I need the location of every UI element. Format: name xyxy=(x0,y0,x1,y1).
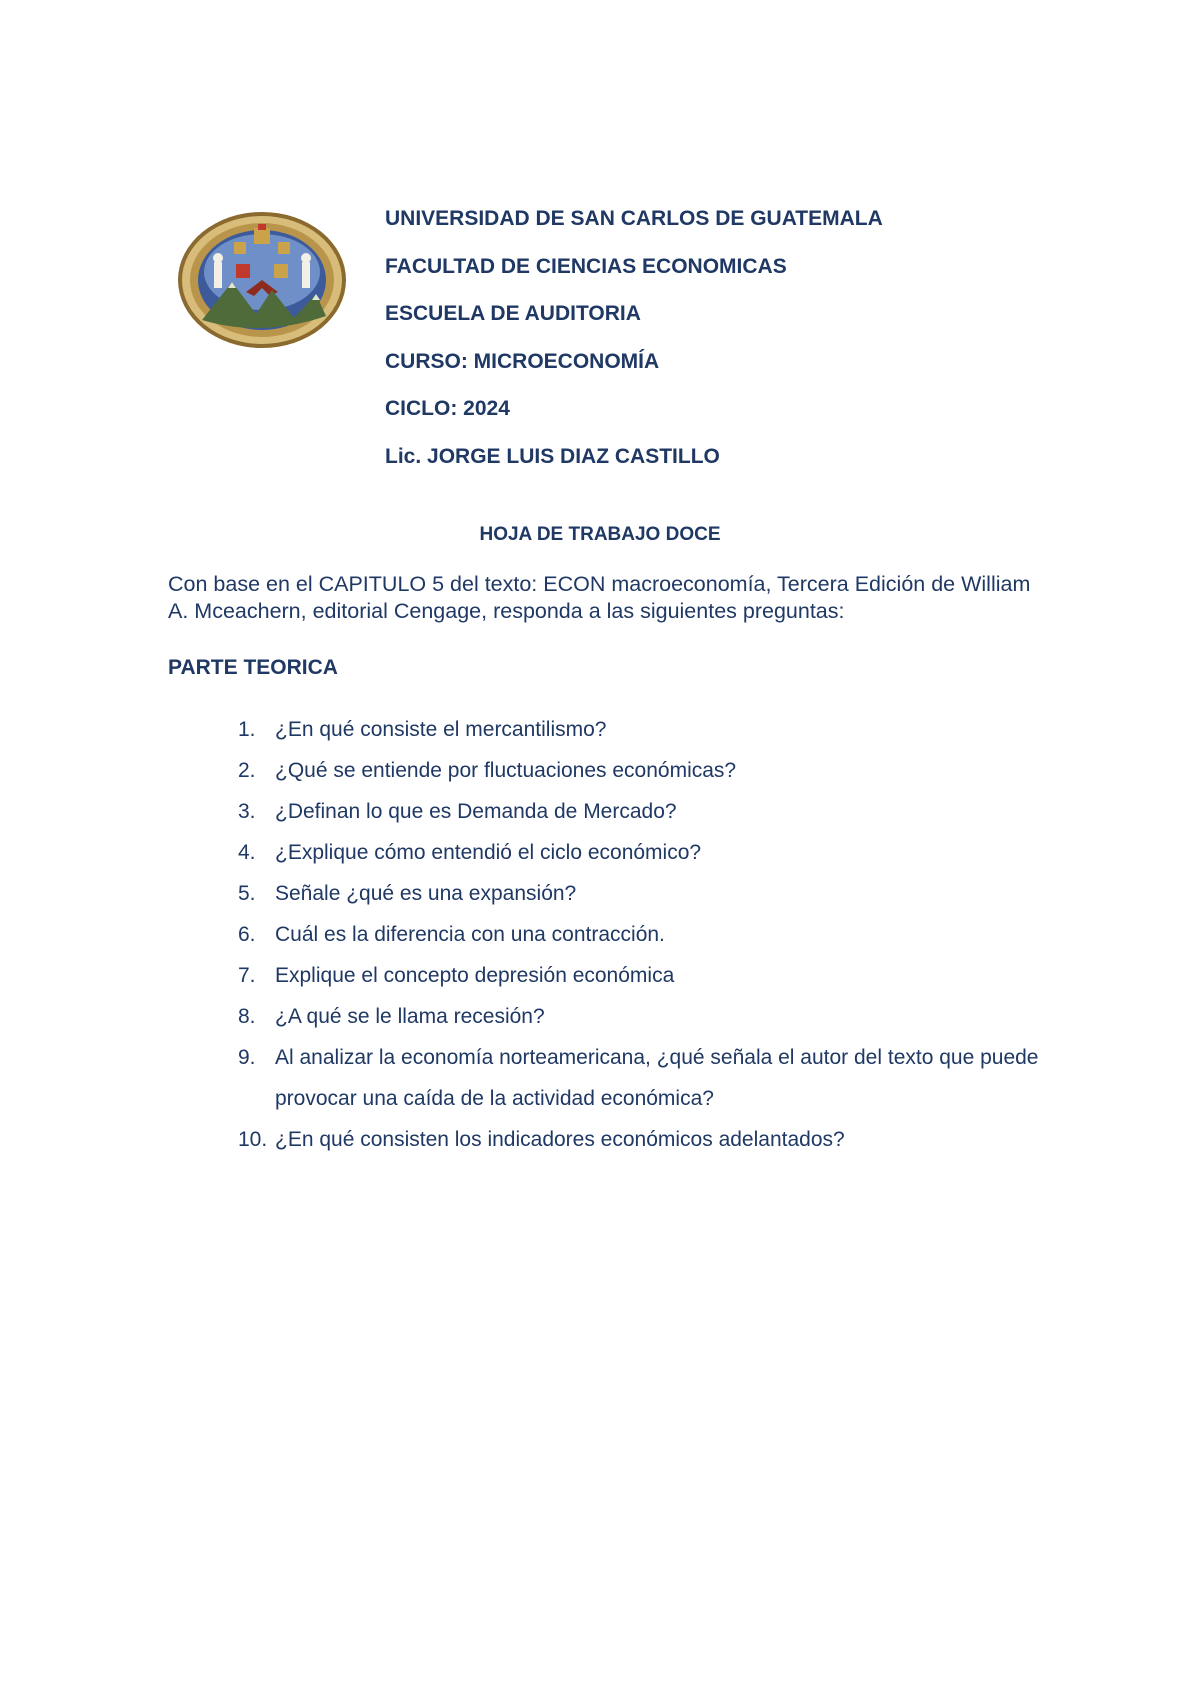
question-number: 9. xyxy=(238,1046,256,1069)
list-item xyxy=(238,955,1048,996)
question-number: 8. xyxy=(238,1005,256,1028)
university-seal-icon xyxy=(176,210,348,350)
institution-header xyxy=(385,205,883,490)
school-name: ESCUELA DE AUDITORIA xyxy=(385,302,641,325)
question-number: 2. xyxy=(238,759,256,782)
question-text: Explique el concepto depresión económica xyxy=(275,964,675,987)
question-text: Cuál es la diferencia con una contracción. xyxy=(275,923,665,946)
list-item xyxy=(238,996,1048,1037)
question-number: 3. xyxy=(238,800,256,823)
question-text: Al analizar la economía norteamericana, ¿qué señala el autor del texto que puede provocar una caída de la actividad económica? xyxy=(275,1046,1039,1110)
question-number: 6. xyxy=(238,923,256,946)
question-text: ¿Explique cómo entendió el ciclo económico? xyxy=(275,841,702,864)
question-number: 5. xyxy=(238,882,256,905)
faculty-name: FACULTAD DE CIENCIAS ECONOMICAS xyxy=(385,254,787,278)
list-item xyxy=(238,832,1048,873)
question-text: ¿Definan lo que es Demanda de Mercado? xyxy=(275,800,677,823)
worksheet-title: HOJA DE TRABAJO DOCE xyxy=(479,524,721,545)
course-name: CURSO: MICROECONOMÍA xyxy=(385,349,660,373)
question-text: ¿En qué consiste el mercantilismo? xyxy=(275,718,607,741)
list-item xyxy=(238,873,1048,914)
section-title: PARTE TEORICA xyxy=(168,656,338,679)
question-number: 10. xyxy=(238,1128,268,1151)
list-item xyxy=(238,750,1048,791)
questions-list xyxy=(238,709,1048,1160)
university-name: UNIVERSIDAD DE SAN CARLOS DE GUATEMALA xyxy=(385,207,883,230)
question-text: ¿A qué se le llama recesión? xyxy=(275,1005,545,1028)
list-item xyxy=(238,1119,1048,1160)
question-number: 1. xyxy=(238,718,256,741)
list-item xyxy=(238,709,1048,750)
question-number: 7. xyxy=(238,964,256,987)
list-item xyxy=(238,914,1048,955)
list-item xyxy=(238,791,1048,832)
instructor-name: Lic. JORGE LUIS DIAZ CASTILLO xyxy=(385,444,720,468)
question-number: 4. xyxy=(238,841,256,864)
intro-paragraph: Con base en el CAPITULO 5 del texto: ECON macroeconomía, Tercera Edición de William A. Mceachern, editorial Cengage, responda a las siguientes preguntas: xyxy=(168,572,1031,623)
cycle-year: CICLO: 2024 xyxy=(385,397,510,420)
question-text: Señale ¿qué es una expansión? xyxy=(275,882,577,905)
question-text: ¿En qué consisten los indicadores económicos adelantados? xyxy=(275,1128,845,1151)
question-text: ¿Qué se entiende por fluctuaciones económicas? xyxy=(275,759,737,782)
list-item xyxy=(238,1037,1048,1119)
